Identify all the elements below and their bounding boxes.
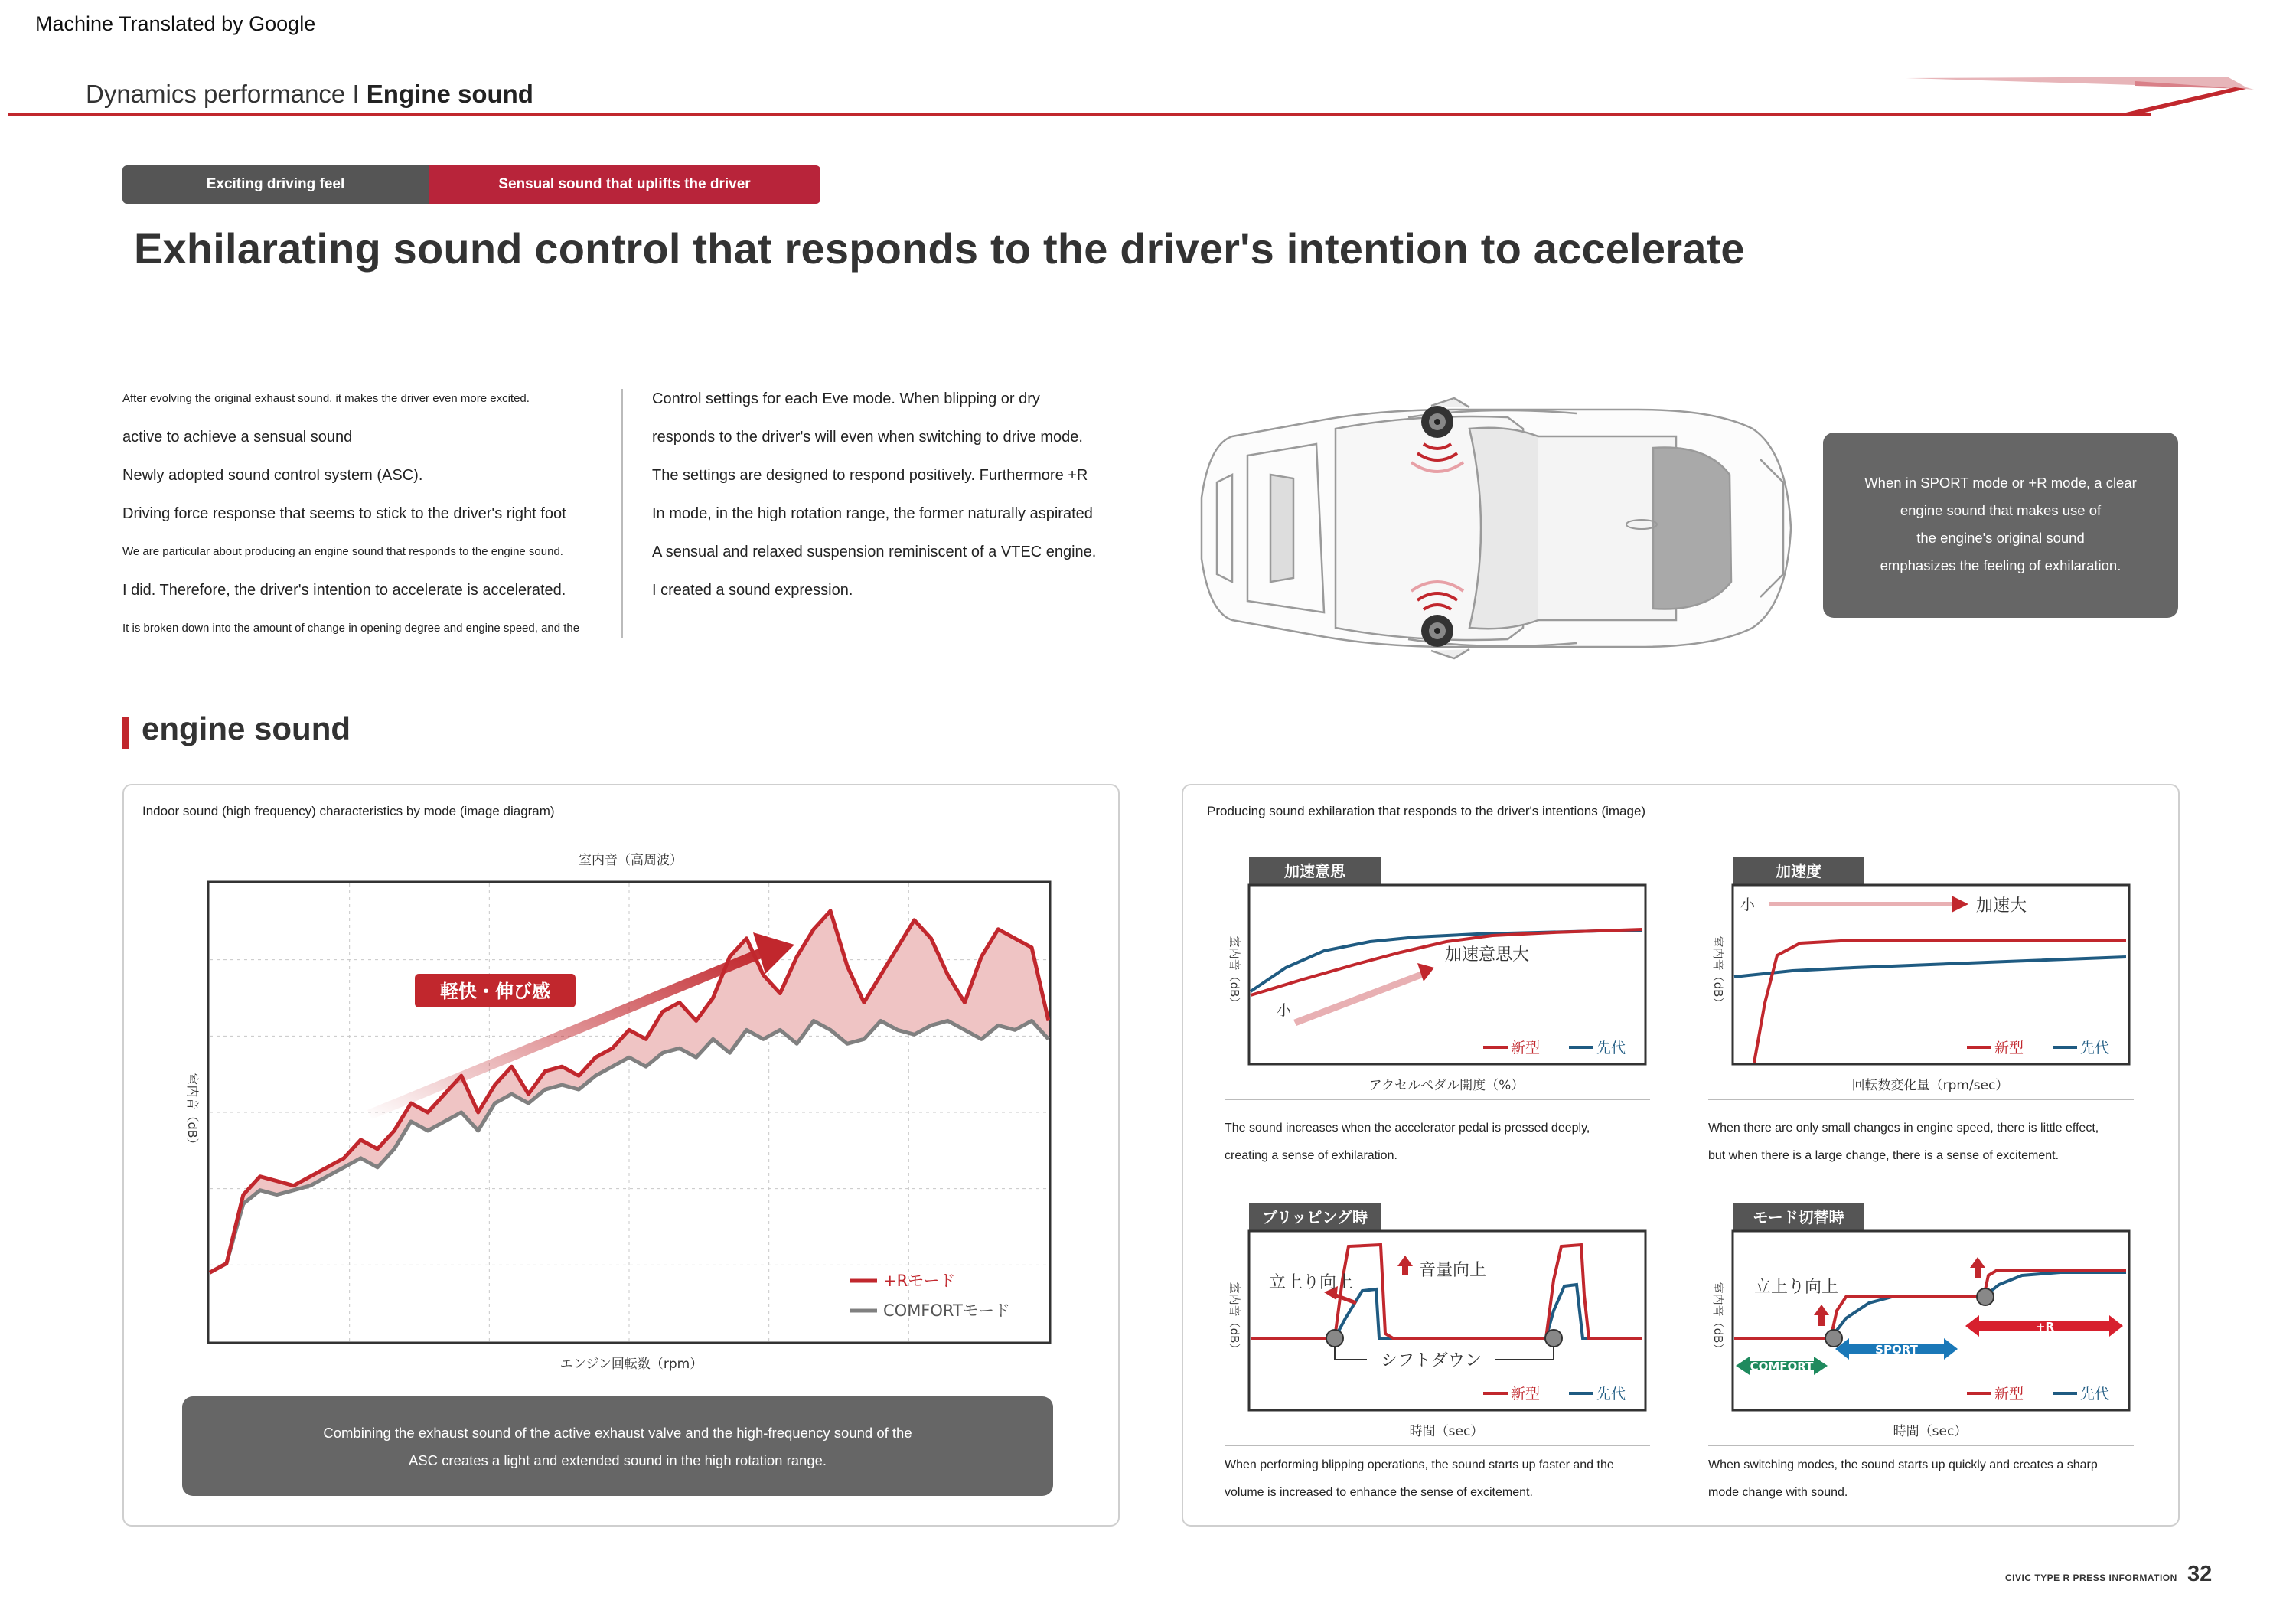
mini-x-label: アクセルペダル開度（%） xyxy=(1368,1078,1525,1093)
translation-note: Machine Translated by Google xyxy=(35,12,316,35)
mini-chart-blipping xyxy=(1217,1196,1661,1448)
legend-prev: 先代 xyxy=(2080,1040,2110,1056)
transition-point xyxy=(1545,1330,1562,1347)
intro-line: I created a sound expression. xyxy=(652,582,853,599)
x-axis-label: エンジン回転数（rpm） xyxy=(559,1357,703,1372)
desc-line: but when there is a large change, there is a sense of excitement. xyxy=(1708,1149,2060,1162)
legend-prev: 先代 xyxy=(1596,1040,1626,1056)
mini-x-label: 時間（sec） xyxy=(1893,1424,1968,1439)
mini-desc-acceleration xyxy=(1708,1115,2137,1170)
legend-comfort: COMFORTモード xyxy=(883,1301,1010,1320)
mini-y-label: 室内音（dB） xyxy=(1228,936,1241,1009)
mini-title: 加速意思 xyxy=(1284,862,1345,880)
mini-x-label: 時間（sec） xyxy=(1409,1424,1484,1439)
intro-line: It is broken down into the amount of change in opening degree and engine speed, and the xyxy=(122,622,580,635)
tab-exciting-driving-feel[interactable]: Exciting driving feel xyxy=(122,165,429,204)
annotation-large: 加速意思大 xyxy=(1445,945,1530,965)
legend-plus-r: +Rモード xyxy=(883,1272,956,1290)
intro-line: Newly adopted sound control system (ASC). xyxy=(122,467,423,484)
intro-line: We are particular about producing an engine sound that responds to the engine sound. xyxy=(122,545,563,558)
mini-chart-accel-intent xyxy=(1217,850,1661,1102)
column-divider xyxy=(621,389,623,638)
intro-line: After evolving the original exhaust sound, it makes the driver even more excited. xyxy=(122,392,530,405)
desc-line: When there are only small changes in engine speed, there is little effect, xyxy=(1708,1122,2099,1135)
mini-title: モード切替時 xyxy=(1753,1208,1844,1226)
mini-title: ブリッピング時 xyxy=(1262,1208,1368,1226)
mini-y-label: 室内音（dB） xyxy=(1711,1282,1725,1355)
legend-prev: 先代 xyxy=(2080,1386,2110,1403)
desc-line: mode change with sound. xyxy=(1708,1486,1848,1499)
page-headline: Exhilarating sound control that responds to the driver's intention to accelerate xyxy=(134,224,1745,273)
callout-line: the engine's original sound xyxy=(1916,530,2085,546)
mini-y-label: 室内音（dB） xyxy=(1711,936,1725,1009)
mini-frame xyxy=(1733,885,2129,1064)
intro-right-column xyxy=(652,380,1142,609)
car-top-view-illustration xyxy=(1179,383,1800,674)
annotation-shift: シフトダウン xyxy=(1380,1351,1482,1370)
header-section: Dynamics performance xyxy=(86,80,346,108)
mini-chart-mode-switch xyxy=(1701,1196,2144,1448)
page-header xyxy=(86,80,533,109)
intro-line: Driving force response that seems to stick to the driver's right foot xyxy=(122,505,566,522)
topic-tabs xyxy=(122,165,820,204)
transition-point xyxy=(1977,1288,1994,1305)
legend-new: 新型 xyxy=(1994,1386,2024,1403)
footer-publication: CIVIC TYPE R PRESS INFORMATION xyxy=(2005,1572,2177,1583)
mode-label-comfort: COMFORT xyxy=(1750,1360,1814,1373)
note-line: ASC creates a light and extended sound in the high rotation range. xyxy=(408,1452,827,1468)
header-swoosh-icon xyxy=(1906,70,2258,119)
intro-line: active to achieve a sensual sound xyxy=(122,429,353,446)
transition-point xyxy=(1326,1330,1343,1347)
mini-desc-mode-switch xyxy=(1708,1452,2137,1507)
note-line: Combining the exhaust sound of the active exhaust valve and the high-frequency sound of the xyxy=(323,1425,912,1441)
header-topic: Engine sound xyxy=(366,80,533,108)
legend-new: 新型 xyxy=(1511,1386,1541,1403)
asc-note-box xyxy=(182,1396,1053,1496)
accel-arrow xyxy=(1769,902,1953,906)
header-separator: I xyxy=(345,80,367,108)
header-rule xyxy=(8,113,2151,116)
intro-left-column xyxy=(122,380,612,648)
mini-y-label: 室内音（dB） xyxy=(1228,1282,1241,1355)
tab-sensual-sound[interactable]: Sensual sound that uplifts the driver xyxy=(429,165,820,204)
mini-desc-blipping xyxy=(1225,1452,1653,1507)
annotation-label: 軽快・伸び感 xyxy=(440,981,550,1002)
legend-new: 新型 xyxy=(1511,1040,1541,1056)
callout-line: When in SPORT mode or +R mode, a clear xyxy=(1864,475,2137,491)
legend-new: 新型 xyxy=(1994,1040,2024,1056)
annotation-rise: 立上り向上 xyxy=(1754,1278,1839,1297)
callout-line: engine sound that makes use of xyxy=(1900,502,2102,518)
section-title: engine sound xyxy=(142,710,351,746)
legend-prev: 先代 xyxy=(1596,1386,1626,1403)
right-panel-caption: Producing sound exhilaration that responds to the driver's intentions (image) xyxy=(1207,804,1646,818)
mini-x-label: 回転数変化量（rpm/sec） xyxy=(1851,1078,2009,1093)
intro-line: responds to the driver's will even when switching to drive mode. xyxy=(652,429,1083,446)
intro-line: The settings are designed to respond positively. Furthermore +R xyxy=(652,467,1088,484)
annotation-large: 加速大 xyxy=(1976,896,2027,916)
mini-desc-accel-intent xyxy=(1225,1115,1653,1170)
desc-line: volume is increased to enhance the sense of excitement. xyxy=(1225,1486,1533,1499)
intro-line: A sensual and relaxed suspension reminiscent of a VTEC engine. xyxy=(652,544,1097,560)
mode-label-plus-r: +R xyxy=(2035,1320,2055,1334)
transition-point xyxy=(1825,1330,1842,1347)
annotation-small: 小 xyxy=(1740,896,1756,913)
callout-line: emphasizes the feeling of exhilaration. xyxy=(1880,557,2122,573)
annotation-small: 小 xyxy=(1277,1002,1292,1019)
mini-title: 加速度 xyxy=(1776,862,1821,880)
section-marker xyxy=(122,717,129,749)
annotation-rise: 立上り向上 xyxy=(1269,1273,1354,1292)
desc-line: creating a sense of exhilaration. xyxy=(1225,1149,1397,1162)
sport-mode-callout xyxy=(1823,433,2178,618)
y-axis-label: 室内音（dB） xyxy=(185,1073,200,1151)
mini-chart-acceleration xyxy=(1701,850,2144,1102)
page-number: 32 xyxy=(2187,1562,2213,1586)
left-panel-caption: Indoor sound (high frequency) characteristics by mode (image diagram) xyxy=(142,804,555,818)
chart-title: 室内音（高周波） xyxy=(579,853,683,868)
mini-frame xyxy=(1249,885,1645,1064)
desc-line: When performing blipping operations, the sound starts up faster and the xyxy=(1225,1458,1614,1471)
mode-label-sport: SPORT xyxy=(1875,1343,1918,1357)
intro-line: In mode, in the high rotation range, the former naturally aspirated xyxy=(652,505,1093,522)
desc-line: The sound increases when the accelerator pedal is pressed deeply, xyxy=(1225,1122,1590,1135)
high-frequency-chart xyxy=(153,842,1071,1378)
annotation-volume: 音量向上 xyxy=(1419,1261,1487,1280)
intro-line: I did. Therefore, the driver's intention to accelerate is accelerated. xyxy=(122,582,566,599)
intro-line: Control settings for each Eve mode. When blipping or dry xyxy=(652,390,1040,407)
desc-line: When switching modes, the sound starts up quickly and creates a sharp xyxy=(1708,1458,2098,1471)
